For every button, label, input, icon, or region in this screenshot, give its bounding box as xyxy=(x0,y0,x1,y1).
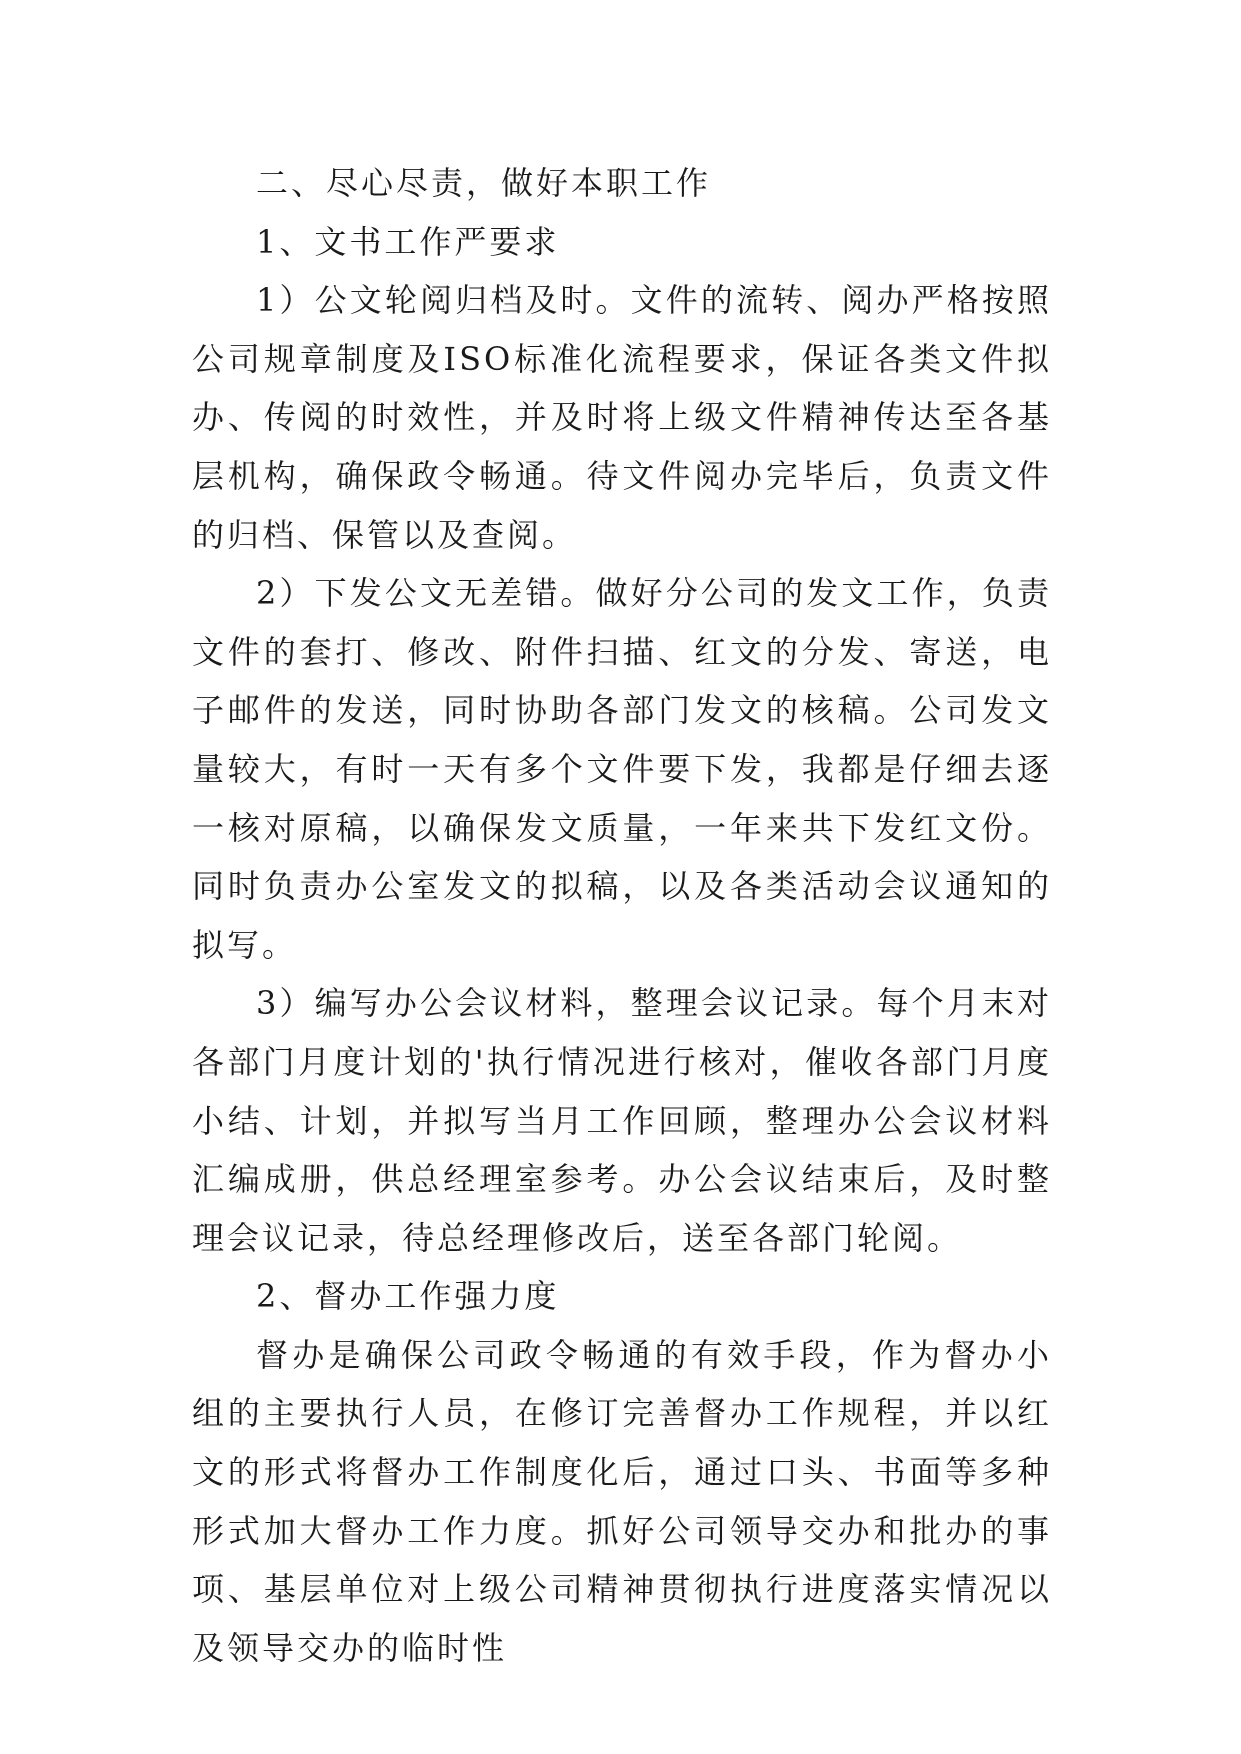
paragraph-4: 督办是确保公司政令畅通的有效手段，作为督办小组的主要执行人员，在修订完善督办工作规程，并以红文的形式将督办工作制度化后，通过口头、书面等多种形式加大督办工作力度。抓好公司领导交办和批办的事项、基层单位对上级公司精神贯彻执行进度落实情况以及领导交办的临时性 xyxy=(192,1335,1052,1667)
document-body xyxy=(192,154,1052,1677)
subsection-heading-2: 2、督办工作强力度 xyxy=(256,1277,560,1316)
section-heading: 二、尽心尽责，做好本职工作 xyxy=(256,164,712,202)
paragraph-2: 2）下发公文无差错。做好分公司的发文工作，负责文件的套打、修改、附件扫描、红文的分发、寄送，电子邮件的发送，同时协助各部门发文的核稿。公司发文量较大，有时一天有多个文件要下发，我都是仔细去逐一核对原稿，以确保发文质量，一年来共下发红文份。同时负责办公室发文的拟稿，以及各类活动会议通知的拟写。 xyxy=(192,574,1052,964)
paragraph-1: 1）公文轮阅归档及时。文件的流转、阅办严格按照公司规章制度及ISO标准化流程要求，保证各类文件拟办、传阅的时效性，并及时将上级文件精神传达至各基层机构，确保政令畅通。待文件阅办完毕后，负责文件的归档、保管以及查阅。 xyxy=(192,281,1052,554)
subsection-heading-1: 1、文书工作严要求 xyxy=(256,222,560,261)
paragraph-3: 3）编写办公会议材料，整理会议记录。每个月末对各部门月度计划的'执行情况进行核对，催收各部门月度小结、计划，并拟写当月工作回顾，整理办公会议材料汇编成册，供总经理室参考。办公会议结束后，及时整理会议记录，待总经理修改后，送至各部门轮阅。 xyxy=(192,984,1052,1257)
